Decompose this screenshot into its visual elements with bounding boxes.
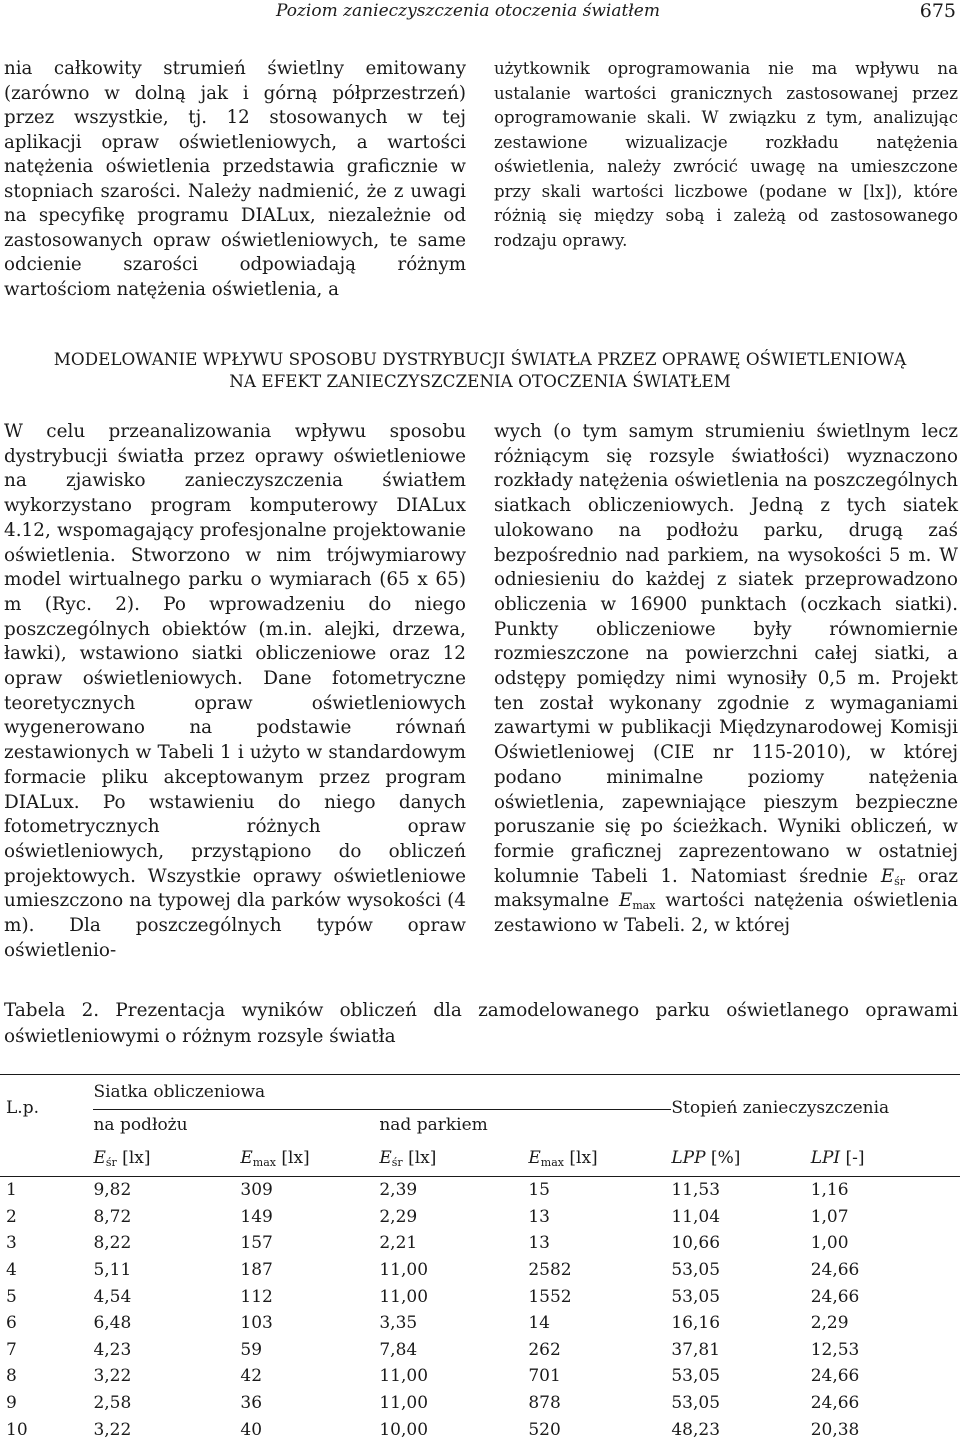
top-right-paragraph: użytkownik oprogramowania nie ma wpływu na ustalanie wartości granicznych zastosowanej przez oprogramowanie skali. W związku z tym, analizując zestawione wizualizacje rozkładu natężenia oświetlenia, należy zwrócić uwagę na umieszczone przy skali wartości liczbowe (podane w [lx]), które różnią się między sobą i zależą od zastosowanego rodzaju oprawy. bbox=[494, 59, 958, 250]
header-ground: na podłożu bbox=[93, 1115, 188, 1135]
table-cell: 2 bbox=[6, 1206, 17, 1227]
e-symbol: E bbox=[880, 865, 895, 887]
table-cell: 5 bbox=[6, 1286, 17, 1307]
table-cell: 20,38 bbox=[810, 1419, 860, 1440]
header-esr-ground: $E_{śr}$ [lx] bbox=[93, 1140, 240, 1177]
table-cell: 6,48 bbox=[93, 1313, 132, 1334]
table-row bbox=[0, 1257, 960, 1284]
table-cell: 24,66 bbox=[810, 1260, 860, 1281]
section-heading-line-2: NA EFEKT ZANIECZYSZCZENIA OTOCZENIA ŚWIATŁEM bbox=[229, 371, 731, 391]
table-cell: 3,35 bbox=[379, 1313, 418, 1334]
table-cell: 53,05 bbox=[671, 1393, 721, 1414]
table-cell: 3 bbox=[6, 1233, 17, 1254]
table-cell: 16,16 bbox=[671, 1313, 721, 1334]
header-lp: L.p. bbox=[0, 1075, 93, 1141]
header-above: nad parkiem bbox=[379, 1115, 488, 1135]
table-cell: 9 bbox=[6, 1393, 17, 1414]
table-cell: 2,29 bbox=[379, 1206, 418, 1227]
table-row bbox=[0, 1204, 960, 1231]
table-cell: 187 bbox=[240, 1260, 273, 1281]
table-body bbox=[0, 1177, 960, 1443]
table-row bbox=[0, 1416, 960, 1443]
table-row bbox=[0, 1177, 960, 1204]
table-cell: 9,82 bbox=[93, 1180, 132, 1201]
section-heading bbox=[0, 348, 960, 392]
table-cell: 6 bbox=[6, 1313, 17, 1334]
table-cell: 53,05 bbox=[671, 1286, 721, 1307]
header-pollution: Stopień zanieczyszczenia bbox=[671, 1075, 960, 1141]
section-heading-line-1: MODELOWANIE WPŁYWU SPOSOBU DYSTRYBUCJI ŚWIATŁA PRZEZ OPRAWĘ OŚWIETLENIOWĄ bbox=[53, 349, 907, 369]
table-cell: 8,22 bbox=[93, 1233, 132, 1254]
table-cell: 112 bbox=[240, 1286, 273, 1307]
table-cell: 2,21 bbox=[379, 1233, 418, 1254]
table-row bbox=[0, 1390, 960, 1417]
table-cell: 24,66 bbox=[810, 1393, 860, 1414]
table-cell: 11,00 bbox=[379, 1286, 429, 1307]
table-cell: 13 bbox=[528, 1233, 550, 1254]
body-left-paragraph: W celu przeanalizowania wpływu sposobu dystrybucji światła przez oprawy oświetleniowe na zjawisko zanieczyszczenia światłem wykorzystano program komputerowy DIALux 4.12, wspomagający profesjonalne projektowanie oświetlenia. Stworzono w nim trójwymiarowy model wirtualnego parku o wymiarach (65 x 65) m (Ryc. 2). Po wprowadzeniu do niego poszczególnych obiektów (m.in. alejki, drzewa, ławki), wstawiono siatki obliczeniowe oraz 12 opraw oświetleniowych. Dane fotometryczne teoretycznych opraw oświetleniowych wygenerowano na podstawie równań zestawionych w Tabeli 1 i użyto w standardowym formacie pliku akceptowanym przez program DIALux. Po wstawieniu do niego danych fotometrycznych różnych opraw oświetleniowych, przystąpiono do obliczeń projektowych. Wszystkie oprawy oświetleniowe umieszczono na typowej dla parków wysokości (4 m). Dla poszczególnych typów opraw oświetlenio- bbox=[4, 421, 466, 961]
table-cell: 2,39 bbox=[379, 1180, 418, 1201]
table-cell: 3,22 bbox=[93, 1366, 132, 1387]
table-cell: 24,66 bbox=[810, 1286, 860, 1307]
header-lpp: LPP [%] bbox=[671, 1140, 810, 1177]
table-cell: 53,05 bbox=[671, 1260, 721, 1281]
table-cell: 7,84 bbox=[379, 1339, 418, 1360]
table-cell: 1 bbox=[6, 1180, 17, 1201]
table-cell: 520 bbox=[528, 1419, 561, 1440]
table-cell: 1,07 bbox=[810, 1206, 849, 1227]
table-cell: 48,23 bbox=[671, 1419, 721, 1440]
table-cell: 37,81 bbox=[671, 1339, 721, 1360]
table-cell: 103 bbox=[240, 1313, 273, 1334]
table-cell: 4,54 bbox=[93, 1286, 132, 1307]
table-cell: 13 bbox=[528, 1206, 550, 1227]
body-right-tail: wartości natężenia oświetlenia zestawiono w Tabeli. 2, w której bbox=[494, 890, 958, 937]
table-cell: 15 bbox=[528, 1180, 550, 1201]
table-caption: Tabela 2. Prezentacja wyników obliczeń dla zamodelowanego parku oświetlanego oprawami oświetleniowymi o różnym rozsyle światła bbox=[4, 1000, 958, 1047]
table-row bbox=[0, 1363, 960, 1390]
table-cell: 11,00 bbox=[379, 1366, 429, 1387]
table-row bbox=[0, 1337, 960, 1364]
top-left-paragraph: nia całkowity strumień świetlny emitowany (zarówno w dolną jak i górną półprzestrzeń) przez wszystkie, tj. 12 stosowanych w tej aplikacji opraw oświetleniowych, a wartości natężenia oświetlenia przedstawia graficznie w stopniach szarości. Należy nadmienić, że z uwagi na specyfikę programu DIALux, niezależnie od zastosowanych opraw oświetleniowych, te same odcienie szarości odpowiadają różnym wartościom natężenia oświetlenia, a bbox=[4, 58, 466, 300]
top-left-column bbox=[4, 57, 466, 302]
body-right-column bbox=[494, 420, 958, 939]
header-lpi: LPI [-] bbox=[811, 1140, 960, 1177]
table-cell: 262 bbox=[528, 1339, 561, 1360]
table-header-row-1 bbox=[0, 1075, 960, 1110]
table-cell: 36 bbox=[240, 1393, 263, 1414]
table-cell: 701 bbox=[528, 1366, 561, 1387]
table-cell: 10,00 bbox=[379, 1419, 429, 1440]
table-cell: 309 bbox=[240, 1180, 273, 1201]
table-row bbox=[0, 1283, 960, 1310]
table-cell: 5,11 bbox=[93, 1260, 132, 1281]
table-row bbox=[0, 1310, 960, 1337]
running-head bbox=[0, 0, 960, 30]
page-number: 675 bbox=[919, 0, 956, 22]
table-cell: 8,72 bbox=[93, 1206, 132, 1227]
e-symbol-max: E bbox=[619, 890, 633, 912]
table-cell: 4 bbox=[6, 1260, 17, 1281]
table-cell: 11,00 bbox=[379, 1393, 429, 1414]
table-cell: 157 bbox=[240, 1233, 273, 1254]
table-cell: 3,22 bbox=[93, 1419, 132, 1440]
table-cell: 878 bbox=[528, 1393, 561, 1414]
e-subscript-max: max bbox=[632, 899, 656, 913]
table-cell: 11,53 bbox=[671, 1180, 721, 1201]
running-title: Poziom zanieczyszczenia otoczenia światłem bbox=[275, 1, 660, 21]
table-cell: 24,66 bbox=[810, 1366, 860, 1387]
table-cell: 42 bbox=[240, 1366, 263, 1387]
table-cell: 149 bbox=[240, 1206, 273, 1227]
table-cell: 8 bbox=[6, 1366, 17, 1387]
table-cell: 1,00 bbox=[810, 1233, 849, 1254]
table-cell: 40 bbox=[240, 1419, 263, 1440]
header-esr-above: $E_{śr}$ [lx] bbox=[379, 1140, 528, 1177]
table-cell: 12,53 bbox=[810, 1339, 860, 1360]
table-cell: 14 bbox=[528, 1313, 550, 1334]
table-cell: 7 bbox=[6, 1339, 17, 1360]
body-right-main: wych (o tym samym strumieniu świetlnym lecz różniącym się rozsyle światłości) wyznaczono rozkłady natężenia oświetlenia na poszczególnych siatkach obliczeniowych. Jedną z tych siatek ulokowano na podłożu parku, drugą zaś bezpośrednio nad parkiem, na wysokości 5 m. W odniesieniu do każdej z siatek przeprowadzono obliczenia w 16900 punktach (oczkach siatki). Punkty obliczeniowe były równomiernie rozmieszczone na powierzchni całej siatki, a odstępy pomiędzy nimi wynosiły 0,5 m. Projekt ten został wykonany zgodnie z wymaganiami zawartymi w publikacji Międzynarodowej Komisji Oświetleniowej (CIE nr 115-2010), w której podano minimalne poziomy natężenia oświetlenia, zapewniające pieszym bezpieczne poruszanie się po ścieżkach. Wyniki obliczeń, w formie graficznej zaprezentowano w ostatniej kolumnie Tabeli 1. Natomiast średnie bbox=[494, 421, 958, 887]
table-cell: 11,00 bbox=[379, 1260, 429, 1281]
table-cell: 1552 bbox=[528, 1286, 572, 1307]
body-right-paragraph bbox=[494, 420, 958, 939]
table-cell: 2582 bbox=[528, 1260, 572, 1281]
table-cell: 2,29 bbox=[810, 1313, 849, 1334]
header-emax-above: $E_{max}$ [lx] bbox=[528, 1140, 671, 1177]
table-cell: 10 bbox=[6, 1419, 28, 1440]
table-cell: 59 bbox=[240, 1339, 263, 1360]
table-cell: 11,04 bbox=[671, 1206, 721, 1227]
top-right-column bbox=[494, 57, 958, 253]
header-emax-ground: $E_{max}$ [lx] bbox=[240, 1140, 379, 1177]
table-cell: 1,16 bbox=[810, 1180, 849, 1201]
body-right-mid: oraz maksymalne bbox=[494, 865, 958, 912]
results-table bbox=[0, 1074, 960, 1443]
table-cell: 2,58 bbox=[93, 1393, 132, 1414]
header-grid: Siatka obliczeniowa bbox=[93, 1075, 671, 1110]
e-subscript-sr: śr bbox=[894, 874, 905, 888]
table-row bbox=[0, 1230, 960, 1257]
header-blank bbox=[0, 1140, 93, 1177]
table-header-row-3 bbox=[0, 1140, 960, 1177]
body-left-column bbox=[4, 420, 466, 963]
table-cell: 4,23 bbox=[93, 1339, 132, 1360]
table-cell: 10,66 bbox=[671, 1233, 721, 1254]
table-cell: 53,05 bbox=[671, 1366, 721, 1387]
